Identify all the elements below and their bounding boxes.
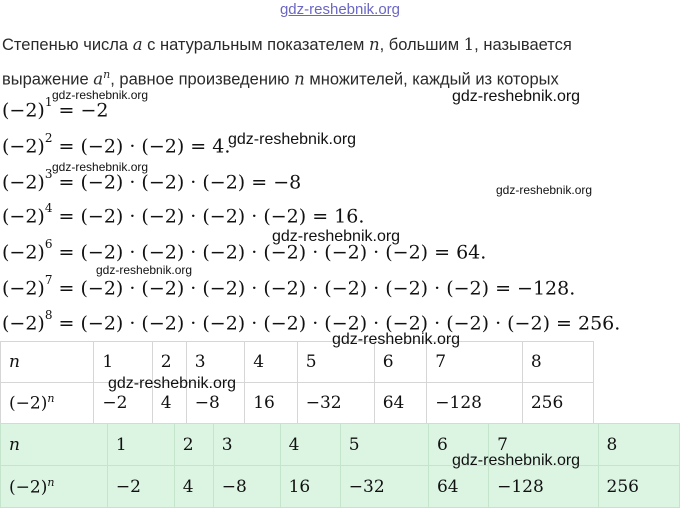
- expr-exponent: n: [103, 68, 111, 81]
- table-cell-power: 16: [245, 383, 298, 424]
- number-one: 1: [463, 35, 475, 54]
- table-cell-n: 3: [213, 424, 280, 466]
- intro-line-1: [2, 35, 572, 55]
- table-cell-power: 64: [428, 466, 488, 508]
- site-link[interactable]: gdz-reshebnik.org: [279, 1, 401, 18]
- table-cell-power: −8: [213, 466, 280, 508]
- intro-text: Степенью числа: [2, 36, 133, 54]
- table-cell-n: 2: [152, 342, 186, 383]
- intro-text: с натуральным показателем: [142, 36, 369, 54]
- table-cell-n: 5: [340, 424, 428, 466]
- watermark: gdz-reshebnik.org: [452, 452, 581, 469]
- table-cell-n: 7: [489, 424, 598, 466]
- table-cell-n: 8: [598, 424, 679, 466]
- table-cell-n: 7: [427, 342, 523, 383]
- table-cell-n: 3: [186, 342, 244, 383]
- table-cell-power: −8: [186, 383, 244, 424]
- table-header-n: n: [1, 342, 94, 383]
- equation-line: $(-2)^8 = (-2) \cdot (-2) \cdot (-2) \cdot (-2) \cdot (-2) \cdot (-2) \cdot (-2) \cdot (-2) = 256$.: [2, 308, 621, 335]
- table-header-n: n: [1, 424, 108, 466]
- table-cell-n: 6: [428, 424, 488, 466]
- watermark: gdz-reshebnik.org: [108, 375, 237, 392]
- watermark: gdz-reshebnik.org: [332, 331, 461, 348]
- table-cell-n: 1: [94, 342, 152, 383]
- table-cell-n: 4: [245, 342, 298, 383]
- table-cell-power: −128: [489, 466, 598, 508]
- intro-text: выражение: [2, 70, 94, 89]
- table-cell-power: 256: [598, 466, 679, 508]
- equation-line: $(-2)^3 = (-2) \cdot (-2) \cdot (-2) = -8$: [2, 167, 302, 194]
- table-cell-power: −2: [94, 383, 152, 424]
- watermark: gdz-reshebnik.org: [52, 160, 149, 174]
- table-cell-n: 4: [280, 424, 340, 466]
- intro-text: , большим: [379, 36, 464, 54]
- table-cell-power: 64: [374, 383, 427, 424]
- intro-text: , называется: [474, 36, 572, 54]
- table-cell-power: 4: [174, 466, 213, 508]
- table-cell-n: 8: [522, 342, 593, 383]
- intro-text: , равное произведению: [110, 70, 295, 89]
- equation-line: $(-2)^6 = (-2) \cdot (-2) \cdot (-2) \cdot (-2) \cdot (-2) \cdot (-2) = 64$.: [2, 237, 487, 264]
- table-cell-power: −32: [340, 466, 428, 508]
- table-header-power: $(-2)^n$: [1, 466, 108, 508]
- table-cell-n: 6: [374, 342, 427, 383]
- var-a: a: [132, 35, 143, 54]
- powers-table: [0, 341, 594, 424]
- expr-a: a: [93, 69, 104, 89]
- intro-text: множителей, каждый из которых: [304, 70, 559, 89]
- watermark: gdz-reshebnik.org: [52, 88, 149, 102]
- watermark: gdz-reshebnik.org: [228, 131, 357, 148]
- table-cell-power: 4: [152, 383, 186, 424]
- table-cell-power: 256: [522, 383, 593, 424]
- watermark: gdz-reshebnik.org: [452, 88, 581, 105]
- table-cell-power: −32: [297, 383, 374, 424]
- table-header-power: $(-2)^n$: [1, 383, 94, 424]
- table-cell-power: −128: [427, 383, 523, 424]
- var-n: n: [368, 35, 380, 54]
- table-cell-n: 1: [107, 424, 174, 466]
- equation-line: $(-2)^4 = (-2) \cdot (-2) \cdot (-2) \cdot (-2) = 16$.: [2, 201, 365, 228]
- table-row: [1, 342, 594, 383]
- equation-line: $(-2)^1 = -2$: [2, 95, 109, 122]
- table-cell-power: −2: [107, 466, 174, 508]
- table-cell-power: 16: [280, 466, 340, 508]
- var-n: n: [294, 69, 305, 89]
- intro-line-2: [2, 68, 559, 90]
- table-row: [1, 383, 594, 424]
- table-row: [1, 466, 680, 508]
- table-cell-n: 5: [297, 342, 374, 383]
- watermark: gdz-reshebnik.org: [496, 183, 593, 197]
- watermark: gdz-reshebnik.org: [96, 263, 193, 277]
- watermark: gdz-reshebnik.org: [272, 228, 401, 245]
- equation-line: $(-2)^2 = (-2) \cdot (-2) = 4$.: [2, 131, 231, 158]
- table-cell-n: 2: [174, 424, 213, 466]
- equation-line: $(-2)^7 = (-2) \cdot (-2) \cdot (-2) \cdot (-2) \cdot (-2) \cdot (-2) \cdot (-2) = -128$.: [2, 273, 576, 300]
